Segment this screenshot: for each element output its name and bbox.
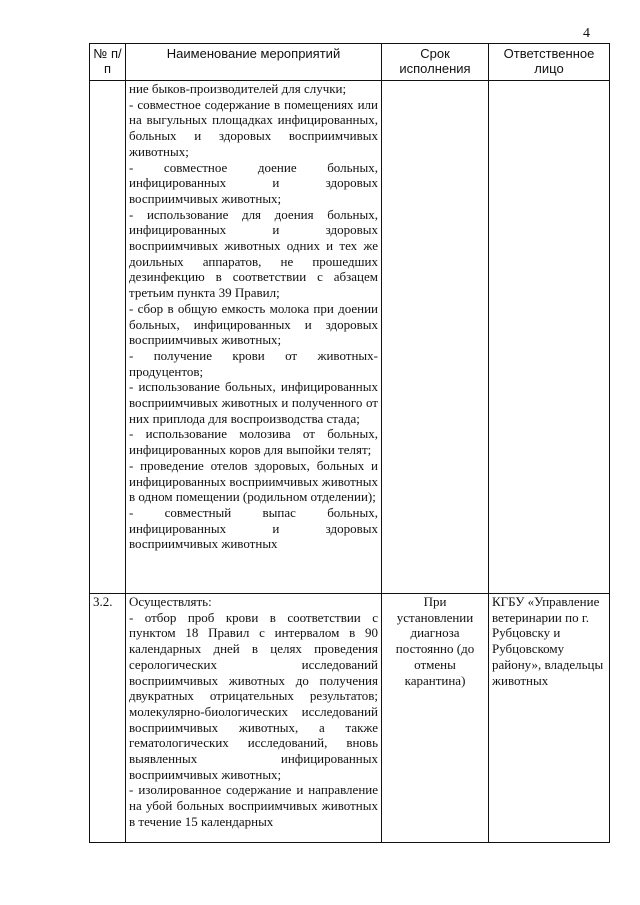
table-row [90, 81, 610, 594]
row-term [382, 594, 489, 843]
row-responsible [489, 81, 610, 594]
row-term [382, 81, 489, 594]
row-measures [126, 594, 382, 843]
measures-table [89, 43, 610, 843]
measure-line: - использование молозива от больных, инфицированных коров для выпойки телят; [129, 426, 378, 458]
header-term: Срок исполнения [382, 44, 489, 81]
row-num: 3.2. [90, 594, 126, 843]
measure-line: - сбор в общую емкость молока при доении больных, инфицированных и здоровых восприимчивых животных; [129, 300, 378, 348]
row-num [90, 81, 126, 594]
row-measures [126, 81, 382, 594]
measure-line: - проведение отелов здоровых, больных и инфицированных восприимчивых животных в одном помещении (родильном отделении); [129, 457, 378, 505]
term-text: При установлении диагноза постоянно (до отмены карантина) [395, 594, 475, 688]
measure-line: - изолированное содержание и направление на убой больных восприимчивых животных в течение 15 календарных [129, 782, 378, 829]
measure-line: ние быков-производителей для случки; [129, 81, 347, 96]
measure-line: - совместный выпас больных, инфицированных и здоровых восприимчивых животных [129, 504, 378, 552]
measure-line: - использование для доения больных, инфицированных и здоровых восприимчивых животных одних и тех же доильных аппаратов, не прошедших дезинфекцию в соответствии с абзацем третьим пункта 39 Правил; [129, 206, 378, 301]
header-num: № п/п [90, 44, 126, 81]
page-number: 4 [583, 26, 590, 41]
header-responsible: Ответственное лицо [489, 44, 610, 81]
measure-line: - совместное доение больных, инфицированных и здоровых восприимчивых животных; [129, 159, 378, 206]
table-row [90, 594, 610, 843]
measure-line: - получение крови от животных-продуцентов; [129, 347, 378, 379]
header-name: Наименование мероприятий [126, 44, 382, 81]
row-responsible [489, 594, 610, 843]
measure-line: - отбор проб крови в соответствии с пунктом 18 Правил с интервалом в 90 календарных дней в целях проведения серологических исследований восприимчивых животных до получения двукратных отрицательных результатов; молекулярно-биологических исследований восприимчивых животных, а также гематологических исследований, вновь выявленных инфицированных восприимчивых животных; [129, 609, 378, 782]
measure-line: - использование больных, инфицированных восприимчивых животных и полученного от них приплода для воспроизводства стада; [129, 379, 378, 426]
responsible-text: КГБУ «Управление ветеринарии по г. Рубцовску и Рубцовскому району», владельцы животных [492, 594, 604, 688]
table-header-row [90, 44, 610, 81]
measure-line: - совместное содержание в помещениях или на выгульных площадках инфицированных, больных и здоровых восприимчивых животных; [129, 96, 378, 159]
measure-line: Осуществлять: [129, 594, 212, 609]
